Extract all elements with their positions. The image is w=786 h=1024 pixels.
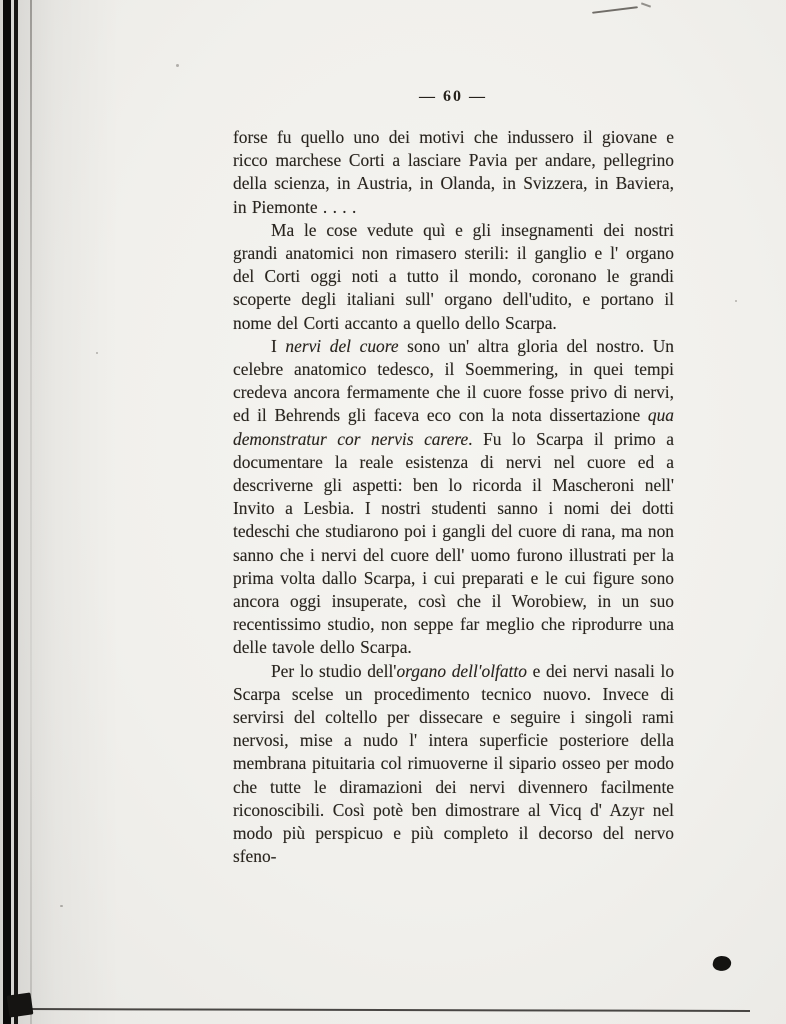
pencil-mark-top — [592, 6, 638, 14]
binding-edge-bar-secondary — [14, 0, 18, 1024]
text-segment: I — [271, 335, 286, 356]
italic-text-segment: qua demonstratur cor nervis carere — [233, 405, 674, 449]
text-segment: . Fu lo Scarpa il primo a documentare la reale esistenza di nervi nel cuore ed a descriverne gli aspetti: ben lo ricorda il Mascheroni nell' Invito a Lesbia. I nostri studenti sanno i nomi dei dotti tedeschi che studiarono poi i gangli del cuore di rana, ma non sanno che i nervi del cuore dell' uomo furono illustrati per la prima volta dallo Scarpa, i cui preparati e le cui figure sono ancora oggi insuperate, così che il Worobiew, in un suo recentissimo studio, non seppe far meglio che riprodurre una delle tavole dello Scarpa. — [233, 428, 674, 658]
paragraph — [233, 660, 674, 869]
text-segment: Ma le cose vedute quì e gli insegnamenti dei nostri grandi anatomici non rimasero sterili: il ganglio e l' organo del Corti oggi noti a tutto il mondo, coronano le grandi scoperte degli italiani sull' organo dell'udito, e portano il nome del Corti accanto a quello dello Scarpa. — [233, 219, 674, 333]
page-number: — 60 — — [419, 88, 487, 105]
body-text — [233, 126, 674, 869]
scan-speck — [96, 352, 98, 354]
italic-text-segment: nervi del cuore — [285, 335, 399, 356]
page-fold-line — [30, 0, 32, 1024]
corner-smudge — [7, 992, 34, 1017]
pencil-mark-top-small — [641, 2, 651, 7]
scan-speck — [60, 905, 63, 907]
text-segment: forse fu quello uno dei motivi che indussero il giovane e ricco marchese Corti a lasciare Pavia per andare, pellegrino della scienza, in Austria, in Olanda, in Svizzera, in Baviera, in Piemonte . . . . — [233, 127, 674, 217]
text-segment: sono un' altra gloria del nostro. Un celebre anatomico tedesco, il Soemmering, in quei tempi credeva ancora fermamente che il cuore fosse privo di nervi, ed il Behrends gli faceva eco con la nota dissertazione — [233, 335, 675, 426]
paragraph — [233, 219, 674, 335]
scan-speck — [176, 64, 179, 67]
ink-blot — [712, 954, 733, 972]
binding-edge-bar — [3, 0, 11, 1024]
bottom-scan-line — [24, 1008, 750, 1012]
scan-speck — [735, 300, 737, 302]
paragraph — [233, 126, 674, 219]
text-segment: e dei nervi nasali lo Scarpa scelse un procedimento tecnico nuovo. Invece di servirsi del coltello per dissecare e seguire i singoli rami nervosi, mise a nudo l' intera superficie posteriore della membrana pituitaria col rimuoverne il sipario osseo per modo che tutte le diramazioni dei nervi divennero facilmente riconoscibili. Così potè ben dimostrare al Vicq d' Azyr nel modo più perspicuo e più completo il decorso del nervo sfeno- — [233, 660, 675, 867]
italic-text-segment: organo dell'olfatto — [396, 660, 527, 681]
paragraph — [233, 335, 674, 660]
text-segment: Per lo studio dell' — [271, 660, 397, 681]
